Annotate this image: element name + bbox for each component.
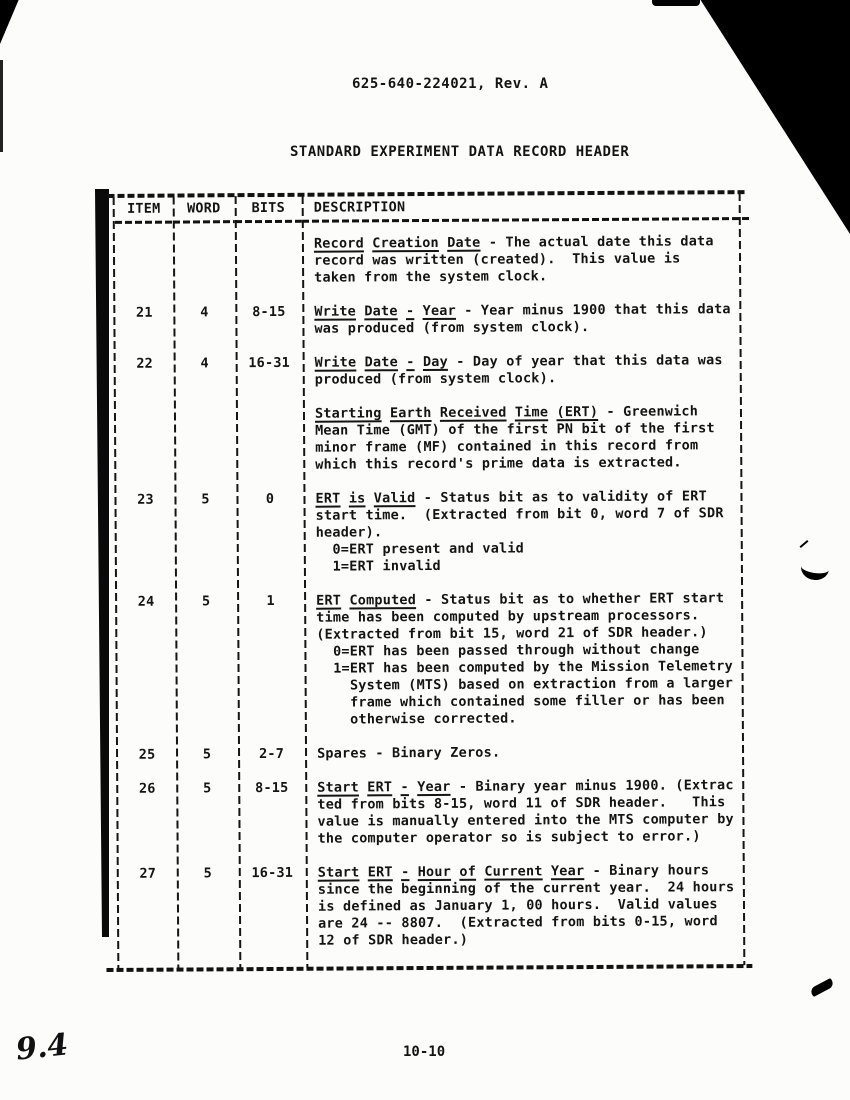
scan-artifact-binding-bar — [95, 189, 109, 937]
word-cell: 5 — [203, 780, 212, 797]
item-cell: 27 — [139, 865, 157, 882]
bits-cell: 1 — [266, 592, 275, 609]
handwritten-note: 9.4 — [14, 1027, 70, 1068]
table-header-row — [115, 197, 750, 218]
word-cell: 5 — [203, 865, 212, 882]
column-header-bits: BITS — [251, 199, 285, 217]
word-cell: 5 — [201, 491, 210, 508]
bits-cell: 16-31 — [251, 864, 294, 882]
table-row — [117, 590, 753, 730]
bits-cell — [235, 236, 302, 287]
table-row — [119, 862, 755, 951]
data-table — [108, 190, 755, 978]
description-cell: Starting Earth Received Time (ERT) - Greenwich Mean Time (GMT) of the first PN bit of the first minor frame (MF) contained in this record from which this record's prime data is extracted. — [314, 403, 715, 473]
table-rows — [108, 233, 754, 968]
item-cell — [115, 237, 173, 288]
description-cell: Record Creation Date - The actual date this data record was written (created). This value is taken from the system clock. — [313, 233, 714, 286]
bits-cell: 16-31 — [248, 354, 291, 372]
table-row — [116, 403, 751, 475]
column-header-description: DESCRIPTION — [313, 199, 406, 216]
table-row — [118, 777, 753, 849]
word-cell: 4 — [200, 304, 209, 321]
table-row — [115, 233, 750, 288]
word-cell: 4 — [200, 355, 209, 372]
description-cell: ERT Computed - Status bit as to whether ERT start time has been computed by upstream processors. (Extracted from bit 15, word 21 of SDR header.) 0=ERT has been passed through without change 1=ERT has been computed by the Mission Telemetry System (MTS) based on extraction from a larger frame which contained some filler or has been otherwise corrected. — [316, 590, 734, 728]
table-row — [116, 488, 752, 577]
description-cell: Spares - Binary Zeros. — [316, 744, 501, 762]
description-cell: Start ERT - Year - Binary year minus 1900. (Extrac ted from bits 8-15, word 11 of SDR header. This value is manually entered into the MTS computer by the computer operator so is subject to error.) — [317, 777, 734, 847]
scan-artifact-ink-smudge — [799, 554, 830, 582]
column-header-item: ITEM — [127, 200, 161, 217]
word-cell — [174, 406, 236, 474]
item-cell: 22 — [136, 355, 154, 372]
scan-artifact-top-left-corner — [0, 0, 30, 44]
item-cell: 24 — [137, 593, 155, 610]
table-header-separator — [115, 217, 750, 224]
bits-cell: 8-15 — [252, 303, 286, 321]
word-cell — [173, 236, 235, 287]
doc-number: 625-640-224021, Rev. A — [352, 76, 549, 92]
bits-cell: 0 — [265, 490, 275, 508]
description-cell: Write Date - Year - Year minus 1900 that this data was produced (from system clock). — [314, 301, 731, 337]
bits-cell — [236, 406, 303, 474]
column-header-word: WORD — [187, 200, 221, 217]
word-cell: 5 — [202, 746, 212, 763]
scan-artifact-ink-tick — [800, 540, 809, 548]
description-cell: Write Date - Day - Day of year that this data was produced (from system clock). — [314, 352, 723, 388]
page-title: STANDARD EXPERIMENT DATA RECORD HEADER — [290, 144, 630, 160]
scan-artifact-ink-slash — [809, 978, 834, 997]
table-row — [115, 301, 750, 339]
item-cell: 25 — [138, 746, 156, 763]
description-cell: ERT is Valid - Status bit as to validity of ERT start time. (Extracted from bit 0, word 7 of SDR header). 0=ERT present and valid 1=ERT invalid — [315, 488, 724, 575]
table-row — [116, 352, 751, 390]
item-cell: 21 — [135, 304, 153, 321]
table-row — [118, 743, 753, 764]
scan-artifact-top-edge — [652, 0, 700, 6]
item-cell — [116, 407, 174, 475]
scan-artifact-left-edge — [0, 60, 3, 152]
bits-cell: 8-15 — [255, 779, 289, 797]
description-cell: Start ERT - Hour of Current Year - Binary hours since the beginning of the current year. 24 hours is defined as January 1, 00 hours. Valid values are 24 -- 8807. (Extracted from bits 0-15, word 12 of SDR header.) — [317, 862, 735, 949]
page-number: 10-10 — [403, 1044, 446, 1060]
item-cell: 23 — [137, 491, 154, 508]
bits-cell: 2-7 — [258, 745, 285, 763]
word-cell: 5 — [201, 593, 211, 610]
item-cell: 26 — [138, 780, 156, 797]
